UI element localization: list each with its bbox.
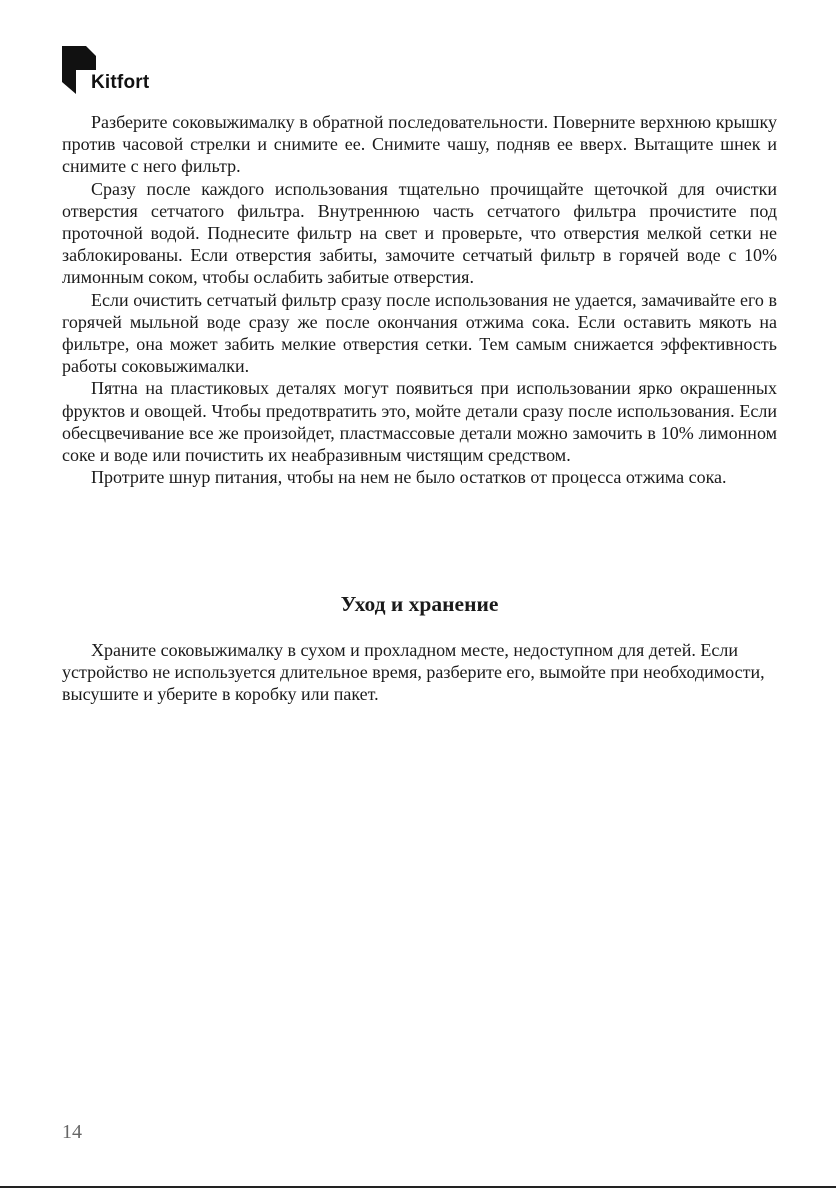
paragraph-storage: Храните соковыжималку в сухом и прохладном месте, недоступном для детей. Если устройство не используется длительное время, разберите его, вымойте при необходимости, высушите и уберите в коробку или пакет. [62,640,765,705]
page-number: 14 [62,1121,82,1143]
paragraph-stains: Пятна на пластиковых деталях могут появиться при использовании ярко окрашенных фруктов и овощей. Чтобы предотвратить это, мойте детали сразу после использования. Если обесцвечивание все же произойдет, пластмассовые детали можно замочить в 10% лимонном соке и воде или почистить их неабразивным чистящим средством. [62,378,777,466]
paragraph-soaking: Если очистить сетчатый фильтр сразу после использования не удается, замачивайте его в горячей мыльной воде сразу же после окончания отжима сока. Если оставить мякоть на фильтре, она может забить мелкие отверстия сетки. Тем самым снижается эффективность работы соковыжималки. [62,289,777,377]
storage-section [62,639,777,706]
page-bottom-rule [0,1186,836,1188]
kitfort-logo [62,46,202,96]
section-heading-storage: Уход и хранение [340,592,499,616]
paragraph-filter-cleaning: Сразу после каждого использования тщательно прочищайте щеточкой для очистки отверстия сетчатого фильтра. Внутреннюю часть сетчатого фильтра прочистите под проточной водой. Поднесите фильтр на свет и проверьте, что отверстия мелкой сетки не заблокированы. Если отверстия забиты, замочите сетчатый фильтр в горячей воде с 10% лимонным соком, чтобы ослабить забитые отверстия. [62,178,777,288]
paragraph-disassembly: Разберите соковыжималку в обратной последовательности. Поверните верхнюю крышку против часовой стрелки и снимите ее. Снимите чашу, подняв ее вверх. Вытащите шнек и снимите с него фильтр. [62,112,777,177]
paragraph-power-cord: Протрите шнур питания, чтобы на нем не было остатков от процесса отжима сока. [91,467,727,488]
cleaning-instructions [62,111,777,488]
logo-text: Kitfort [91,72,150,93]
